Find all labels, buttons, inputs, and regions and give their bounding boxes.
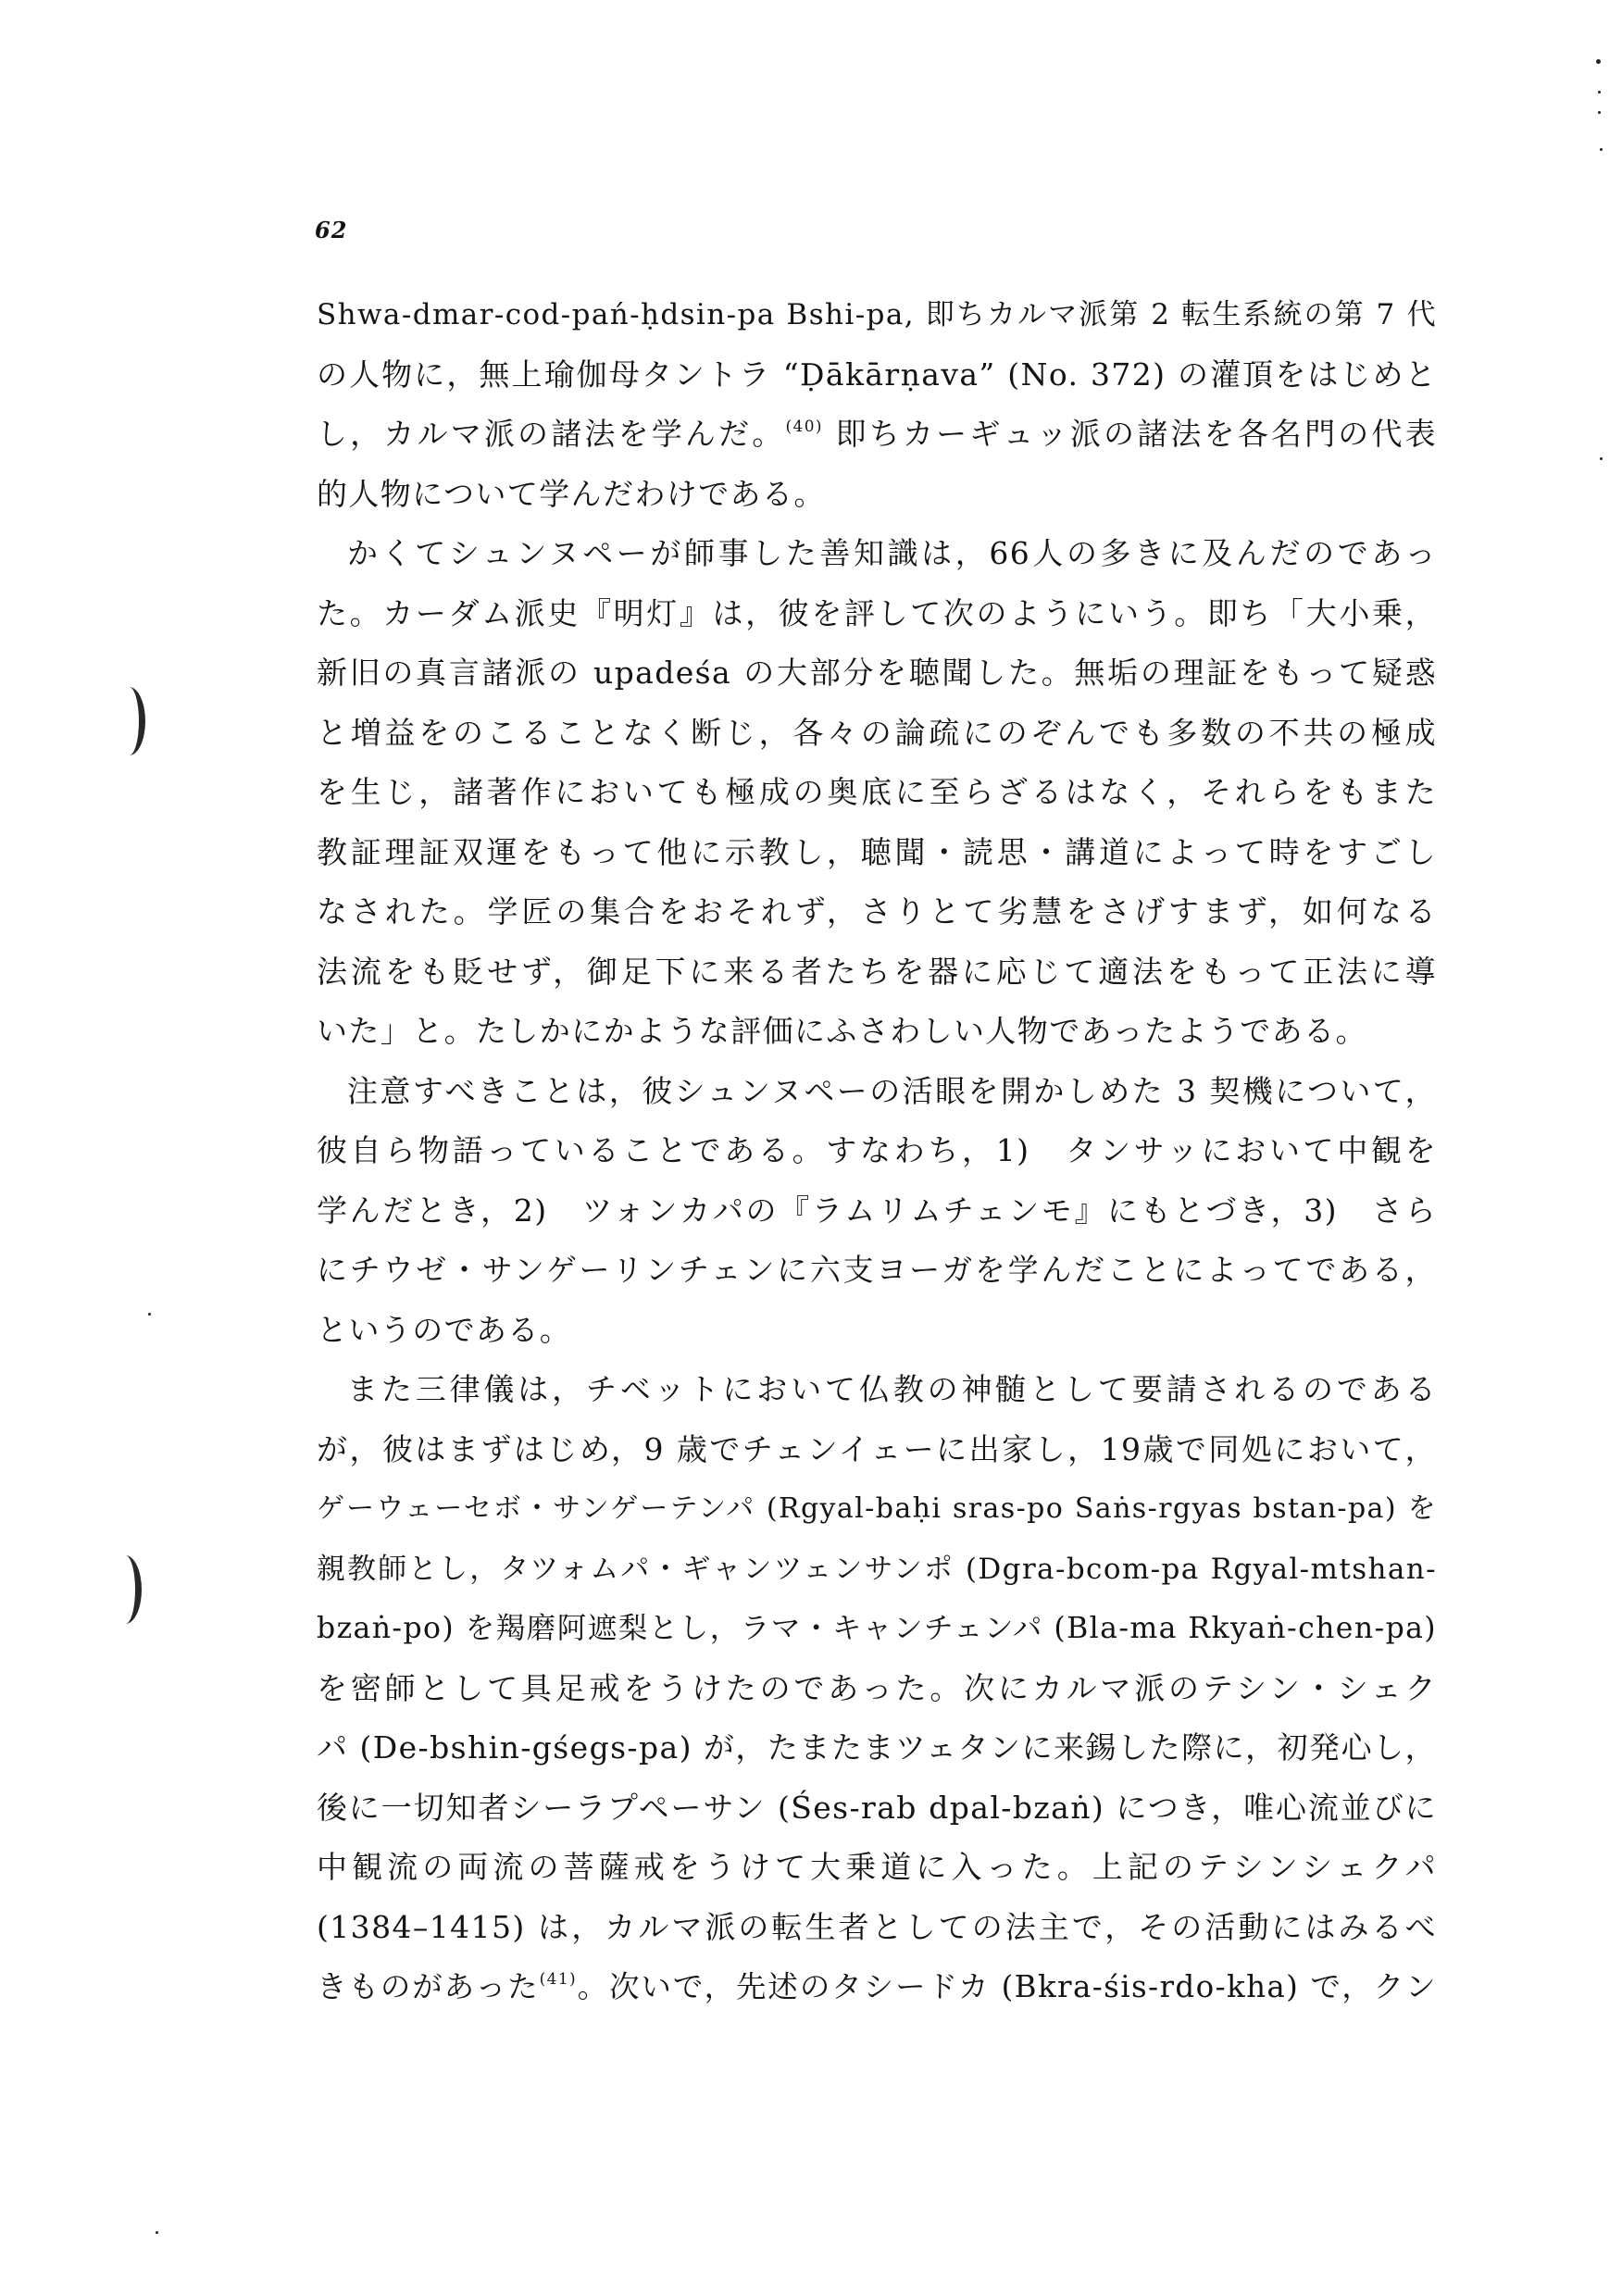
line-text: た。カーダム派史『明灯』は，彼を評して次のようにいう。即ち「大小乗， [317,594,1437,631]
paragraph-first-line [317,1360,1437,1420]
line-text: を密師として具足戒をうけたのであった。次にカルマ派のテシン・シェク [317,1669,1437,1706]
body-text [317,285,1437,2017]
line-text: 学んだとき，2) ツォンカパの『ラムリムチェンモ』にもとづき，3) さら [317,1192,1437,1229]
text-line [317,1479,1437,1540]
line-text-continued: 。次いで，先述のタシードカ (Bkra-śis-rdo-kha) で，クン [577,1969,1437,2004]
text-line [317,1718,1437,1778]
line-text: 後に一切知者シーラプペーサン (Śes-rab dpal-bzaṅ) につき，唯心流並びに [317,1789,1437,1826]
text-line [317,882,1437,942]
line-text: また三律儀は，チベットにおいて仏教の神髄として要請されるのである [347,1371,1437,1407]
line-text: 彼自ら物語っていることである。すなわち，1) タンサッにおいて中観を [317,1132,1437,1168]
scan-speck [1598,91,1601,94]
line-text: ゲーウェーセボ・サンゲーテンパ (Rgyal-baḥi sras-po Saṅs-rgyas bstan-pa) を [317,1492,1437,1525]
text-line [317,1898,1437,1958]
line-text: 教証理証双運をもって他に示教し，聴聞・読思・講道によって時をすごし [317,833,1437,870]
line-text: 法流をも貶せず，御足下に来る者たちを器に応じて適法をもって正法に導 [317,953,1437,990]
line-text: パ (De-bshin-gśegs-pa) が，たまたまツェタンに来錫した際に，初発心し， [317,1729,1437,1766]
line-text: と増益をのこることなく断じ，各々の論疏にのぞんでも多数の不共の極成 [317,714,1437,751]
text-line [317,823,1437,883]
text-line [317,942,1437,1003]
text-line [317,1599,1437,1659]
text-line [317,584,1437,644]
line-text: 親教師とし，タツォムパ・ギャンツェンサンポ (Dgra-bcom-pa Rgyal-mtshan- [317,1552,1437,1586]
scan-speck [1600,457,1603,460]
line-text: を生じ，諸著作においても極成の奥底に至らざるはなく，それらをもまた [317,774,1437,810]
text-line [317,704,1437,764]
line-text: にチウゼ・サンゲーリンチェンに六支ヨーガを学んだことによってである， [317,1252,1437,1288]
text-line [317,1838,1437,1898]
page-number: 62 [315,217,348,243]
line-text: いた」と。たしかにかような評価にふさわしい人物であったようである。 [317,1013,1367,1049]
line-text: の人物に，無上瑜伽母タントラ “Ḍākārṇava” (No. 372) の灌頂をはじめと [317,356,1437,393]
scan-speck [148,1313,151,1316]
text-line [317,643,1437,704]
line-text: かくてシュンヌペーが師事した善知識は，66人の多きに及んだのであっ [347,535,1437,571]
scan-speck [1600,148,1603,151]
text-line [317,1540,1437,1600]
line-text-continued: 即ちカーギュッ派の諸法を各名門の代表 [822,416,1437,452]
binding-mark [113,687,145,755]
line-text: きものがあった [317,1969,540,2004]
line-text: 注意すべきことは，彼シュンヌペーの活眼を開かしめた 3 契機について， [347,1072,1437,1109]
paragraph-first-line [317,524,1437,584]
text-line [317,345,1437,406]
binding-mark [109,1555,142,1624]
footnote-reference: (40) [785,418,823,436]
text-line [317,1121,1437,1181]
text-line [317,405,1437,465]
line-text: が，彼はまずはじめ，9 歳でチェンイェーに出家し，19歳で同処において， [317,1430,1437,1467]
footnote-reference: (41) [539,1970,578,1989]
line-text: というのである。 [317,1311,572,1348]
scan-speck [1598,111,1601,114]
line-text: 中観流の両流の菩薩戒をうけて大乗道に入った。上記のテシンシェクパ [317,1849,1437,1885]
line-text: (1384–1415) は，カルマ派の転生者としての法主で，その活動にはみるべ [317,1908,1437,1945]
paragraph-first-line [317,1062,1437,1122]
scan-speck [1596,59,1601,64]
text-line [317,1181,1437,1242]
line-text: し，カルマ派の諸法を学んだ。 [317,416,786,452]
text-line [317,1301,1437,1361]
text-line [317,1778,1437,1839]
scan-speck [156,2231,158,2234]
line-text: 新旧の真言諸派の upadeśa の大部分を聴聞した。無垢の理証をもって疑惑 [317,655,1437,691]
text-line [317,1241,1437,1301]
line-text: bzaṅ-po) を羯磨阿遮梨とし，ラマ・キャンチェンパ (Bla-ma Rkyaṅ-chen-pa) [317,1612,1437,1645]
text-line [317,1957,1437,2017]
line-text: 的人物について学んだわけである。 [317,475,826,512]
text-line [317,1002,1437,1062]
line-text: なされた。学匠の集合をおそれず，さりとて劣慧をさげすまず，如何なる [317,893,1437,930]
text-line [317,465,1437,525]
text-line [317,1659,1437,1719]
text-line [317,1420,1437,1480]
line-text: Shwa-dmar-cod-pań-ḥdsin-pa Bshi-pa, 即ちカルマ派第 2 転生系統の第 7 代 [317,298,1437,331]
text-line [317,285,1437,345]
text-line [317,763,1437,823]
